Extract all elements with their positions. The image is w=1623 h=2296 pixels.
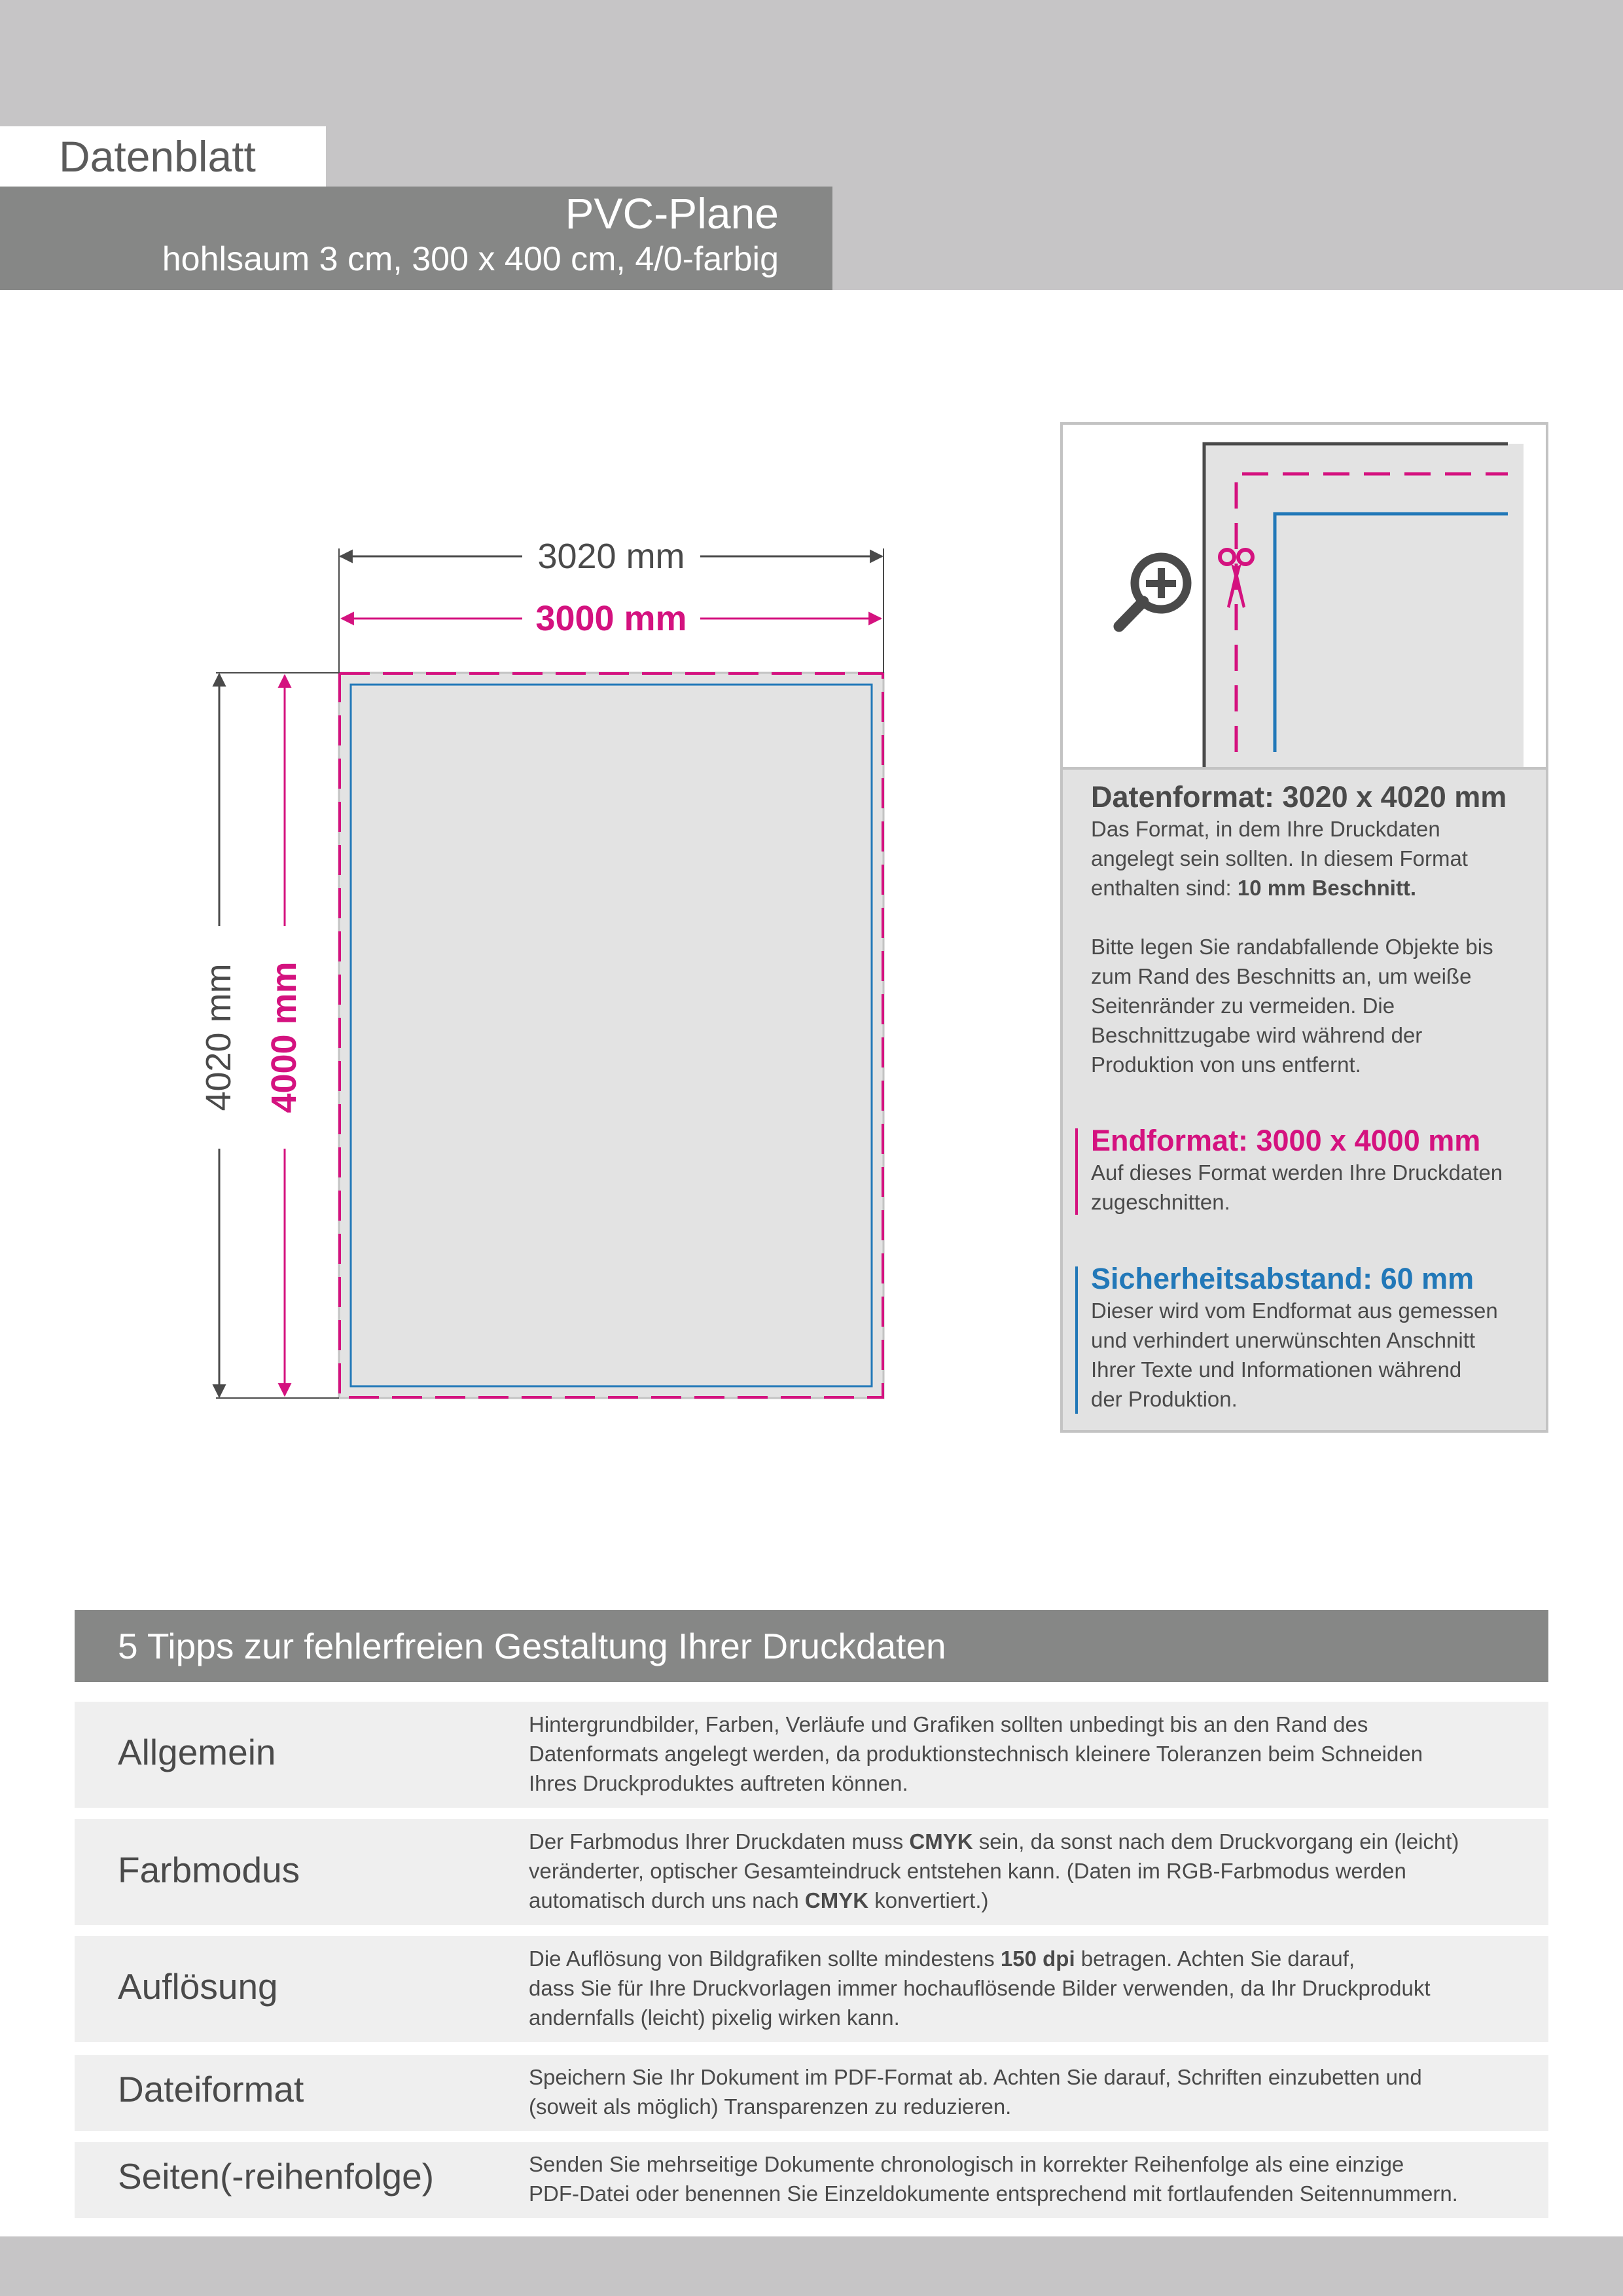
tip-label-aufloesung: Auflösung <box>118 1966 278 2007</box>
datasheet-label: Datenblatt <box>59 132 256 181</box>
endformat-accent-bar <box>1075 1128 1078 1215</box>
tip-label-dateiformat: Dateiformat <box>118 2069 304 2109</box>
zoom-in-icon <box>1119 557 1187 626</box>
tips-title: 5 Tipps zur fehlerfreien Gestaltung Ihrer Druckdaten <box>118 1626 946 1666</box>
final-height-label: 4000 mm <box>264 961 304 1113</box>
tip-text-aufloesung: Die Auflösung von Bildgrafiken sollte mindestens 150 dpi betragen. Achten Sie darauf, dass Sie für Ihre Druckvorlagen immer hochauflösende Bilder verwenden, da Ihr Druckprodukt andernfalls (leicht) pixelig wirken kann. <box>529 1946 1431 2030</box>
detail-zoom-view <box>1063 425 1546 767</box>
tip-label-allgemein: Allgemein <box>118 1732 276 1772</box>
product-name: PVC-Plane <box>565 189 779 238</box>
footer-band <box>0 2236 1623 2296</box>
data-format-area <box>339 673 883 1398</box>
data-width-label: 3020 mm <box>537 537 685 576</box>
datenformat-title: Datenformat: 3020 x 4020 mm <box>1091 780 1507 814</box>
tip-text-seiten: Senden Sie mehrseitige Dokumente chronologisch in korrekter Reihenfolge als eine einzige PDF-Datei oder benennen Sie Einzeldokumente entsprechend mit fortlaufenden Seitennummern. <box>529 2152 1458 2206</box>
format-diagram <box>196 524 916 1420</box>
datenformat-text: Das Format, in dem Ihre Druckdaten angelegt sein sollten. In diesem Format enthalten sind: 10 mm Beschnitt. Bitte legen Sie randabfallende Objekte bis zum Rand des Beschnitts an, um weiße Seitenränder zu vermeiden. Die Beschnittzugabe wird während der Produktion von uns entfernt. <box>1091 817 1493 1077</box>
datenformat-section <box>1091 780 1536 1079</box>
tip-text-allgemein: Hintergrundbilder, Farben, Verläufe und Grafiken sollten unbedingt bis an den Rand des Datenformats angelegt werden, da produktionstechnisch kleinere Toleranzen beim Schneiden Ihres Druckproduktes auftreten können. <box>529 1712 1423 1795</box>
endformat-section <box>1091 1124 1536 1217</box>
tip-label-seiten: Seiten(-reihenfolge) <box>118 2156 435 2197</box>
sicherheit-section <box>1091 1262 1536 1414</box>
tip-label-farbmodus: Farbmodus <box>118 1850 300 1890</box>
data-height-label: 4020 mm <box>199 963 238 1111</box>
tip-text-farbmodus: Der Farbmodus Ihrer Druckdaten muss CMYK sein, da sonst nach dem Druckvorgang ein (leicht) veränderter, optischer Gesamteindruck entstehen kann. (Daten im RGB-Farbmodus werden automatisch durch uns nach CMYK konvertiert.) <box>529 1829 1459 1912</box>
detail-document-corner <box>1204 444 1524 767</box>
endformat-text: Auf dieses Format werden Ihre Druckdaten zugeschnitten. <box>1091 1160 1503 1214</box>
sicherheit-text: Dieser wird vom Endformat aus gemessen und verhindert unerwünschten Anschnitt Ihrer Texte und Informationen während der Produktion. <box>1091 1299 1498 1411</box>
tip-text-dateiformat: Speichern Sie Ihr Dokument im PDF-Format ab. Achten Sie darauf, Schriften einzubetten und (soweit als möglich) Transparenzen zu reduzieren. <box>529 2065 1422 2119</box>
final-width-label: 3000 mm <box>535 599 687 638</box>
endformat-title: Endformat: 3000 x 4000 mm <box>1091 1124 1481 1157</box>
sicherheit-accent-bar <box>1075 1266 1078 1414</box>
product-specs: hohlsaum 3 cm, 300 x 400 cm, 4/0-farbig <box>162 240 779 278</box>
sicherheit-title: Sicherheitsabstand: 60 mm <box>1091 1262 1474 1295</box>
